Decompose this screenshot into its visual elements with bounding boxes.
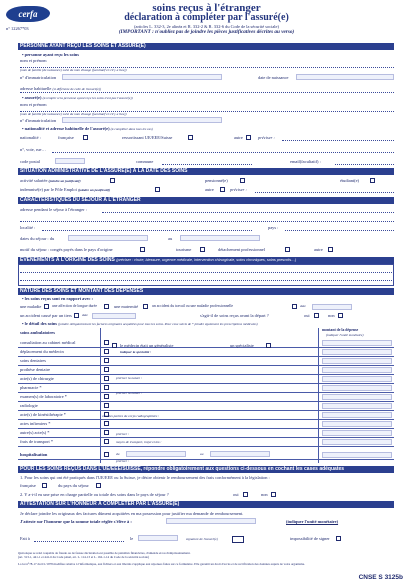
name-hint: (nom de famille (de naissance) suivi du nom d'usage (facultatif et s'il y a lieu)) (20, 68, 127, 72)
section-admin-title: SITUATION ADMINISTRATIVE DE L'ASSURÉ(E) À LA DATE DES SOINS (18, 168, 394, 175)
specialist-checkbox[interactable] (266, 343, 271, 348)
column-divider-right (318, 328, 319, 463)
work-accident-label: un accident du travail ou une maladie professionnelle (152, 304, 234, 308)
before-departure-yes-label: oui (304, 313, 310, 318)
stay-address-input-2[interactable] (20, 221, 394, 222)
section-eu-title: POUR LES SOINS REÇUS DANS L'UE/EEE/SUISSE, répondre obligatoirement aux questions ci-dessous en cochant les cases adéquates (18, 466, 394, 473)
question-1: 1. Pour les soins qui ont été pratiqués dans l'UE/EEE ou la Suisse, je désire obtenir le remboursement des frais conformément à la législation : (20, 475, 270, 480)
important-notice: (IMPORTANT : n'oubliez pas de joindre les pièces justificatives décrites au verso) (118, 29, 295, 35)
address-input[interactable] (20, 92, 394, 93)
tourism-checkbox[interactable] (200, 247, 205, 252)
eu-checkbox[interactable] (188, 135, 193, 140)
amount-label: montant de la dépense (322, 328, 359, 332)
care-item-checkbox[interactable] (104, 403, 109, 408)
third-party-label: un accident causé par un tiers (20, 313, 72, 318)
unemployed-checkbox[interactable] (155, 187, 160, 192)
locality-label: localité : (20, 225, 36, 230)
care-row-divider (18, 392, 394, 393)
care-item-label: déplacement du médecin (20, 349, 64, 354)
fraud-articles: (art. 313-1, 441-1 et 441-6 du Code pénal, art. L. 114-13 et L. 162-1-14 du Code de la sécurité sociale) (18, 555, 149, 559)
employee-checkbox[interactable] (110, 178, 115, 183)
specify-label: préciser : (258, 135, 275, 140)
postcode-input[interactable] (55, 158, 85, 164)
work-accident-date-label: date (300, 304, 306, 308)
specialist-label: un spécialiste (230, 343, 254, 348)
host-law-label: du pays du séjour (58, 483, 89, 488)
care-item-checkbox[interactable] (104, 358, 109, 363)
care-item-label: radiologie (20, 403, 38, 408)
cannot-sign-label: impossibilité de signer (290, 536, 330, 541)
name2-hint: (nom de famille (de naissance) suivi du nom d'usage (facultatif et s'il y a lieu)) (20, 112, 127, 116)
care-item-checkbox[interactable] (104, 394, 109, 399)
immatriculation-label: n° d'immatriculation (20, 75, 57, 80)
care-item-label: autre(s) acte(s) * (20, 430, 50, 435)
hosp-from-label: du (116, 452, 120, 456)
pensioner-checkbox[interactable] (240, 178, 245, 183)
question-2: 2. Y a-t-il eu une prise en charge partielle ou totale des soins dans le pays de séjour ? (20, 492, 169, 497)
care-item-checkbox[interactable] (104, 439, 109, 444)
other-status-label: autre (205, 187, 214, 192)
birthdate-input[interactable] (296, 74, 394, 80)
care-item-label: pharmacie * (20, 385, 42, 390)
care-item-label: examen(s) de laboratoire * (20, 394, 67, 399)
street-input[interactable] (52, 152, 394, 153)
care-item-amount-input[interactable] (322, 412, 392, 418)
care-item-amount-input[interactable] (322, 421, 392, 427)
before-departure-no-checkbox[interactable] (338, 313, 343, 318)
immatriculation2-input[interactable] (62, 117, 222, 123)
hosp-end-input[interactable] (210, 451, 270, 457)
name-label: nom et prénom (20, 58, 47, 63)
address-label: adresse habituelle (si différente de celle de l'assuré(e)) (20, 86, 102, 91)
care-row-divider (18, 419, 394, 420)
care-row-divider (18, 347, 394, 348)
care-item-checkbox[interactable] (104, 452, 109, 457)
care-item-amount-input[interactable] (322, 439, 392, 445)
q2-yes-checkbox[interactable] (243, 492, 248, 497)
currency-hint: (indiquer l'unité monétaire) (286, 519, 339, 524)
french-law-checkbox[interactable] (42, 483, 47, 488)
person-label: • personne ayant reçu les soins (22, 52, 79, 57)
eu-option-label: ressortissant UE/EEE/Suisse (122, 135, 173, 140)
care-item-label: prothèse dentaire (20, 367, 51, 372)
attestation-text: J'atteste sur l'honneur que la somme totale réglée s'élève à : (20, 519, 132, 524)
care-row-divider (18, 446, 394, 447)
posting-checkbox[interactable] (285, 247, 290, 252)
privacy-notice: La loi n°78-17 du 6/1/1978 modifiée relative à l'informatique, aux fichiers et aux libertés s'applique aux réponses faites sur ce formulaire. Elle garantit un droit d'accès et de rectification des données auprès de votre organisme. (18, 562, 305, 566)
care-item-label: consultation au cabinet médical (20, 340, 76, 345)
events-line-1 (20, 272, 392, 273)
events-textarea[interactable] (18, 264, 394, 286)
stay-address-label: adresse pendant le séjour à l'étranger : (20, 207, 87, 212)
country-input[interactable] (285, 230, 394, 231)
pensioner-label: pensionné(e) (205, 178, 228, 183)
care-row-divider (18, 410, 394, 411)
street-label: n°, voie, rue… (20, 147, 46, 152)
care-item-label: acte(s) de kinésithérapie * (20, 412, 66, 417)
immatriculation-input[interactable] (62, 74, 222, 80)
illness-checkbox[interactable] (44, 304, 49, 309)
stay-end-input[interactable] (180, 235, 260, 241)
before-departure-label: s'agit-il de soins reçus avant la départ ? (200, 313, 269, 318)
tourism-label: tourisme (176, 247, 192, 252)
dates-label: dates du séjour : du (20, 236, 55, 241)
care-item-amount-input[interactable] (322, 385, 392, 391)
care-item-checkbox[interactable] (104, 367, 109, 372)
reason-label: motif du séjour : congés payés dans le pays d'origine (20, 247, 113, 252)
gp-checkbox[interactable] (112, 343, 117, 348)
student-label: étudiant(e) (340, 178, 360, 183)
nationality-specify-input[interactable] (282, 140, 394, 141)
care-item-checkbox[interactable] (104, 430, 109, 435)
care-item-label: acte(s) de chirurgie (20, 376, 54, 381)
prosthesis-nature-label: préciser la nature : (116, 376, 143, 380)
country-label: pays : (268, 225, 279, 230)
section-events-title: ÉVÉNEMENTS À L'ORIGINE DES SOINS (préciser : chute, blessure, urgence médicale, intervention chirurgicale, soins chroniques, soins prescrits…) (18, 257, 394, 264)
fraud-warning: Quiconque se rend coupable de fraude ou de fausse déclaration est passible de pénalités financières, d'amende et/ou d'emprisonnement. (18, 551, 191, 555)
other-reason-checkbox[interactable] (328, 247, 333, 252)
locality-input[interactable] (42, 230, 252, 231)
cerfa-number: n° 12267*03 (6, 26, 29, 31)
care-item-label: soins dentaires (20, 358, 46, 363)
cannot-sign-checkbox[interactable] (336, 536, 341, 541)
section-person-title: PERSONNE AYANT REÇU LES SOINS ET ASSURÉ(E) (18, 43, 394, 50)
city-input[interactable] (162, 164, 252, 165)
dates-to-label: au (168, 236, 173, 241)
care-row-divider (18, 356, 394, 357)
column-divider-left (100, 328, 101, 463)
specialty-label: indiquer la spécialité : (120, 350, 152, 354)
host-law-checkbox[interactable] (96, 483, 101, 488)
care-row-divider (18, 459, 394, 460)
date-label: le (130, 536, 134, 541)
immatriculation2-label: n° d'immatriculation (20, 118, 57, 123)
detail-label: • le détail des soins (joindre obligatoirement les factures originales acquittées pour tous les soins. Pour ceux suivis de * joindre également les prescriptions médicales) (22, 321, 258, 326)
gp-label: le médecin était un généraliste (120, 343, 174, 348)
birthdate-label: date de naissance (258, 75, 289, 80)
email-label: email(facultatif) : (290, 159, 321, 164)
care-item-amount-input[interactable] (322, 367, 392, 373)
care-row-divider (18, 401, 394, 402)
ald-label: une affection de longue durée (52, 304, 98, 308)
other-reason-label: autre (314, 247, 323, 252)
surgery-nature-label: préciser la nature : (116, 391, 143, 395)
before-departure-no-label: non (328, 313, 335, 318)
care-row-divider (18, 374, 394, 375)
events-line-2 (20, 280, 392, 281)
student-checkbox[interactable] (370, 178, 375, 183)
q2-yes-label: oui (233, 492, 239, 497)
care-item-amount-input[interactable] (322, 403, 392, 409)
q2-no-label: non (261, 492, 268, 497)
work-accident-checkbox[interactable] (292, 304, 297, 309)
care-item-amount-input[interactable] (322, 358, 392, 364)
hosp-to-label: au (200, 452, 204, 456)
other-option-label: autre (234, 135, 243, 140)
care-item-amount-input[interactable] (322, 452, 392, 458)
q2-no-checkbox[interactable] (271, 492, 276, 497)
french-checkbox[interactable] (83, 135, 88, 140)
name2-label: nom et prénom (20, 102, 47, 107)
section-attestation-title: ATTESTATION SUR L'HONNEUR À COMPLÉTER PAR L'ASSURÉ(E) (18, 501, 394, 508)
signature-date-input[interactable] (138, 535, 178, 541)
amount-hint: (indiquer l'unité monétaire) (326, 333, 364, 337)
section-stay-title: CARACTÉRISTIQUES DU SÉJOUR À L'ÉTRANGER (18, 197, 394, 204)
posting-label: détachement professionnel (218, 247, 265, 252)
care-item-label: actes infirmiers * (20, 421, 51, 426)
other-status-specify-label: préciser : (230, 187, 247, 192)
care-item-checkbox[interactable] (104, 421, 109, 426)
related-to-label: • les soins reçus sont en rapport avec : (22, 296, 93, 301)
other-status-checkbox[interactable] (220, 187, 225, 192)
nationality-heading: • nationalité et adresse habituelle de l'assuré(e) (à compléter dans tous les cas) (22, 126, 153, 131)
hosp-start-input[interactable] (126, 451, 186, 457)
french-option-label: française (58, 135, 74, 140)
care-item-label: frais de transport * (20, 439, 54, 444)
care-item-label: hospitalisation (20, 452, 48, 457)
care-item-amount-input[interactable] (322, 349, 392, 355)
signature-label: signature de l'assuré(e) (186, 537, 218, 541)
care-item-amount-input[interactable] (322, 430, 392, 436)
unemployed-label: indemnisé(e) par le Pôle Emploi (joindre un justificatif) (20, 187, 110, 192)
other-nationality-checkbox[interactable] (246, 135, 251, 140)
care-item-checkbox[interactable] (104, 349, 109, 354)
care-row-divider (18, 428, 394, 429)
care-row-divider (18, 437, 394, 438)
declaration-text: Je déclare joindre les originaux des factures dûment acquittées en ma possession pour justifier ma demande de remboursement. (20, 511, 244, 516)
care-item-amount-input[interactable] (322, 376, 392, 382)
maternity-checkbox[interactable] (143, 304, 148, 309)
holiday-checkbox[interactable] (140, 247, 145, 252)
third-party-checkbox[interactable] (74, 313, 79, 318)
stay-address-input[interactable] (102, 212, 394, 213)
care-row-divider (18, 365, 394, 366)
care-item-amount-input[interactable] (322, 340, 392, 346)
total-amount-input[interactable] (166, 518, 256, 524)
other-acts-specify-label: préciser : (116, 432, 130, 436)
employee-label: activité salariée (joindre un justificatif) (20, 178, 81, 183)
radiology-hint: citer les parties du corps radiographiées : (102, 414, 160, 418)
hosp-specify-label: préciser : (116, 459, 130, 463)
illness-label: une maladie (20, 304, 42, 309)
place-label: Fait à (20, 536, 30, 541)
maternity-label: une maternité (114, 304, 139, 309)
care-item-checkbox[interactable] (104, 385, 109, 390)
city-label: commune (136, 159, 154, 164)
care-item-amount-input[interactable] (322, 394, 392, 400)
signature-box[interactable] (232, 536, 244, 543)
form-title: soins reçus à l'étranger (152, 2, 261, 14)
form-subtitle: déclaration à compléter par l'assuré(e) (124, 12, 289, 23)
legal-articles: (articles L. 332-3, 2e alinéa et R. 332-2 & R. 332-6 du Code de la sécurité sociale) (134, 24, 279, 29)
stay-start-input[interactable] (68, 235, 148, 241)
form-code: CNSE S 3125b (358, 574, 403, 581)
email-input[interactable] (335, 164, 394, 165)
cerfa-logo: cerfa (6, 6, 50, 22)
care-row-divider (18, 383, 394, 384)
place-input[interactable] (34, 541, 124, 542)
postcode-label: code postal (20, 159, 40, 164)
third-party-date-label: date (82, 313, 88, 317)
section-care-title: NATURE DES SOINS ET MONTANT DES DÉPENSES (18, 288, 394, 295)
work-accident-date-input[interactable] (312, 304, 352, 310)
ambulatory-label: soins ambulatoires (20, 330, 55, 335)
transport-hint: moyen de transport, trajet et km : (116, 440, 162, 444)
third-party-date-input[interactable] (92, 313, 136, 319)
french-law-label: française (20, 483, 36, 488)
ald-checkbox[interactable] (104, 304, 109, 309)
care-item-checkbox[interactable] (104, 376, 109, 381)
care-item-checkbox[interactable] (104, 340, 109, 345)
nationality-label: nationalité : (20, 135, 41, 140)
insured-label: • assuré(e) (à remplir si la personne ayant reçu les soins n'est pas l'assuré(e)) (22, 95, 133, 100)
other-status-specify-input[interactable] (255, 192, 394, 193)
before-departure-yes-checkbox[interactable] (314, 313, 319, 318)
